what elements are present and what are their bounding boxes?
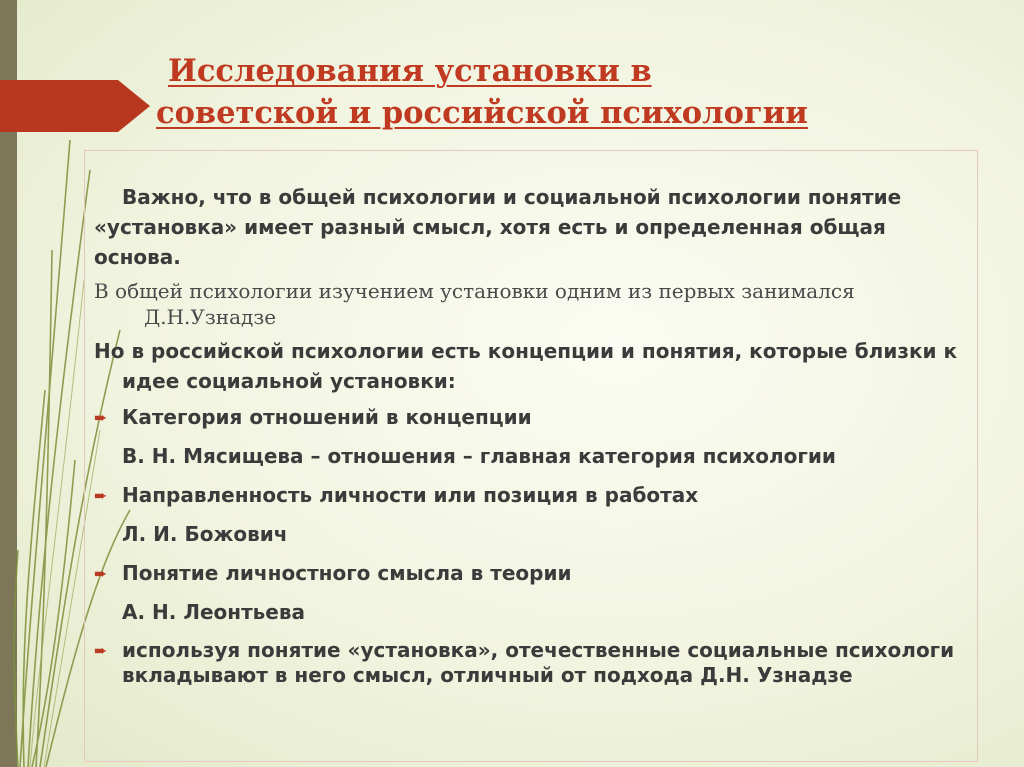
bullet-list: [94, 404, 974, 688]
arrow-right-icon: ➨: [94, 641, 108, 660]
title-line-2: советской и российской психологии: [156, 95, 808, 131]
arrow-right-icon: ➨: [94, 408, 108, 427]
arrow-right-icon: ➨: [94, 564, 108, 583]
slide-title: [156, 50, 916, 134]
bullet-text: используя понятие «установка», отечественные социальные психологи вкладывают в него смысл, отличный от подхода Д.Н. Узнадзе: [122, 638, 955, 687]
bullet-text: Направленность личности или позиция в работах: [122, 483, 699, 507]
bullet-text: Категория отношений в концепции: [122, 405, 532, 429]
list-item: [94, 560, 974, 587]
list-item: [94, 638, 974, 688]
list-item: [94, 404, 974, 431]
bullet-text: Понятие личностного смысла в теории: [122, 561, 572, 585]
paragraph-russian-psychology: Но в российской психологии есть концепции и понятия, которые близки к идее социальной установки:: [94, 339, 958, 393]
arrow-right-icon: ➨: [94, 486, 108, 505]
paragraph-important: Важно, что в общей психологии и социальной психологии понятие «установка» имеет разный смысл, хотя есть и определенная общая основа.: [94, 185, 902, 269]
title-line-1: Исследования установки в: [168, 53, 652, 89]
bullet-subtext: А. Н. Леонтьева: [122, 600, 306, 624]
title-accent-arrow: [0, 80, 150, 132]
bullet-subtext: Л. И. Божович: [122, 522, 288, 546]
slide-content: [94, 182, 974, 688]
list-item: [94, 482, 974, 509]
paragraph-uznadze: В общей психологии изучением установки одним из первых занимался Д.Н.Узнадзе: [94, 279, 855, 329]
bullet-subtext: В. Н. Мясищева – отношения – главная категория психологии: [122, 444, 836, 468]
